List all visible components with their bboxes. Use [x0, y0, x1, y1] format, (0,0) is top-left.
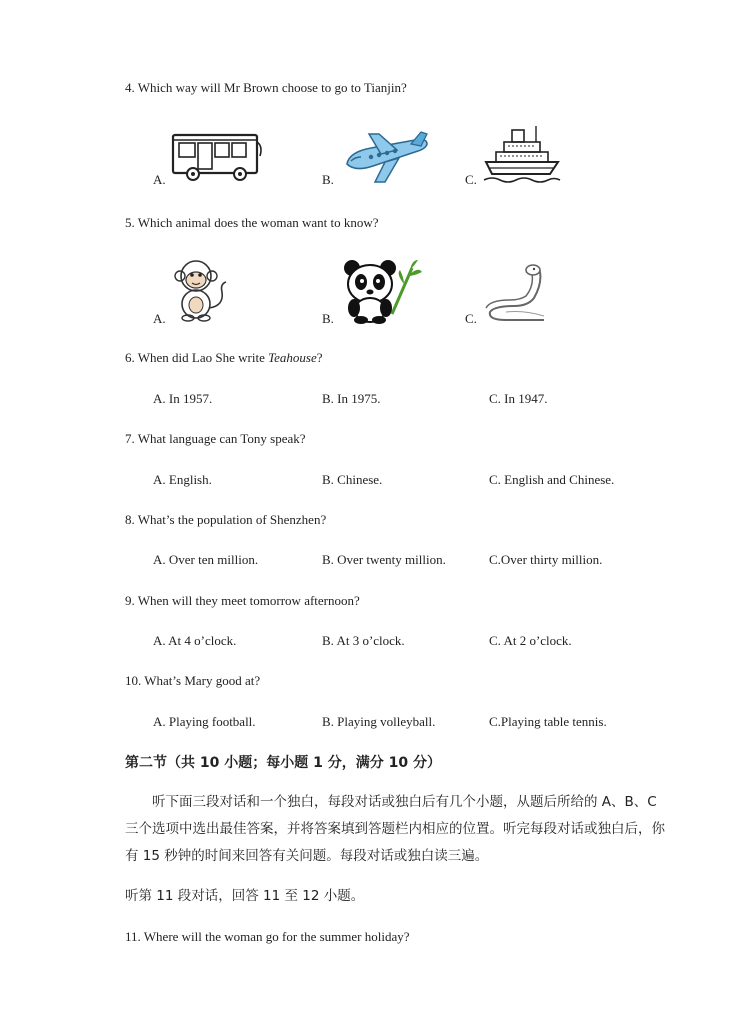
- option-5a-label[interactable]: A.: [153, 311, 166, 326]
- question-6-prefix: 6. When did Lao She write: [125, 350, 269, 365]
- ship-icon: [482, 124, 562, 186]
- section-2-heading: 第二节（共 10 小题；每小题 1 分，满分 10 分）: [125, 755, 441, 771]
- monkey-icon: [172, 258, 232, 322]
- option-9b[interactable]: B. At 3 o’clock.: [322, 633, 405, 648]
- option-10a[interactable]: A. Playing football.: [153, 714, 256, 729]
- question-6: [125, 350, 323, 366]
- option-10c[interactable]: C.Playing table tennis.: [489, 714, 607, 729]
- option-7b[interactable]: B. Chinese.: [322, 472, 383, 487]
- option-8a[interactable]: A. Over ten million.: [153, 552, 259, 567]
- option-6b[interactable]: B. In 1975.: [322, 391, 381, 406]
- question-9: 9. When will they meet tomorrow afternoon?: [125, 593, 360, 608]
- instructions-line-3: 有 15 秒钟的时间来回答有关问题。每段对话或独白读三遍。: [125, 848, 489, 864]
- question-8: 8. What’s the population of Shenzhen?: [125, 512, 327, 527]
- question-6-suffix: ?: [316, 350, 323, 365]
- option-7a[interactable]: A. English.: [153, 472, 212, 487]
- question-6-title: Teahouse: [268, 350, 317, 365]
- option-4a-label[interactable]: A.: [153, 172, 166, 187]
- bus-icon: [170, 132, 264, 184]
- snake-icon: [484, 262, 556, 324]
- option-8b[interactable]: B. Over twenty million.: [322, 552, 446, 567]
- option-9c[interactable]: C. At 2 o’clock.: [489, 633, 572, 648]
- question-4: 4. Which way will Mr Brown choose to go to Tianjin?: [125, 80, 407, 95]
- option-9a[interactable]: A. At 4 o’clock.: [153, 633, 237, 648]
- question-7: 7. What language can Tony speak?: [125, 431, 306, 446]
- option-8c[interactable]: C.Over thirty million.: [489, 552, 603, 567]
- option-6c[interactable]: C. In 1947.: [489, 391, 548, 406]
- option-5c-label[interactable]: C.: [465, 311, 477, 326]
- option-10b[interactable]: B. Playing volleyball.: [322, 714, 436, 729]
- option-4c-label[interactable]: C.: [465, 172, 477, 187]
- airplane-icon: [341, 130, 431, 184]
- option-5b-label[interactable]: B.: [322, 311, 334, 326]
- option-4b-label[interactable]: B.: [322, 172, 334, 187]
- dialogue-note: 听第 11 段对话，回答 11 至 12 小题。: [125, 888, 365, 904]
- option-6a[interactable]: A. In 1957.: [153, 391, 213, 406]
- instructions-line-2: 三个选项中选出最佳答案，并将答案填到答题栏内相应的位置。听完每段对话或独白后，你: [125, 821, 665, 837]
- question-10: 10. What’s Mary good at?: [125, 673, 261, 688]
- question-5: 5. Which animal does the woman want to know?: [125, 215, 379, 230]
- question-11: 11. Where will the woman go for the summer holiday?: [125, 929, 410, 944]
- panda-icon: [342, 258, 424, 324]
- instructions-line-1: 听下面三段对话和一个独白，每段对话或独白后有几个小题，从题后所给的 A、B、C: [152, 794, 657, 810]
- option-7c[interactable]: C. English and Chinese.: [489, 472, 615, 487]
